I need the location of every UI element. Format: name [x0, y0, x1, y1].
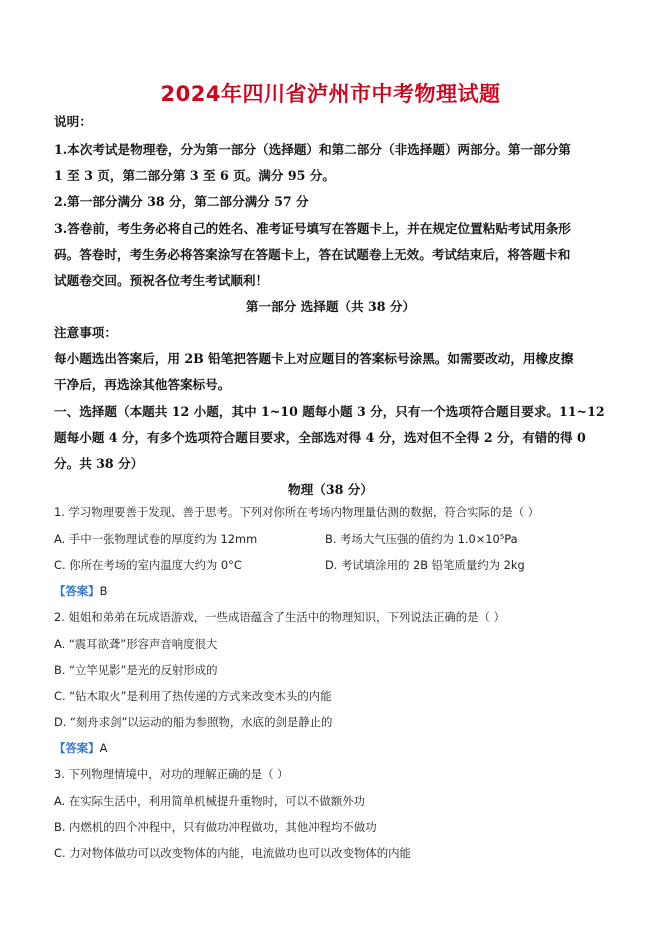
question-1-option-a: A. 手中一张物理试卷的厚度约为 12mm: [54, 532, 258, 546]
question-1-option-d: D. 考试填涂用的 2B 铅笔质量约为 2kg: [325, 558, 525, 572]
question-3-option-c: C. 力对物体做功可以改变物体的内能，电流做功也可以改变物体的内能: [54, 846, 411, 860]
intro-heading: 说明：: [54, 114, 92, 129]
intro-line-1: 1.本次考试是物理卷，分为第一部分（选择题）和第二部分（非选择题）两部分。第一部分第: [54, 142, 571, 157]
section-line-3: 分。共 38 分）: [54, 456, 144, 471]
question-2-option-a: A. “震耳欲聋”形容声音响度很大: [54, 637, 218, 651]
notice-line-2: 干净后，再选涂其他答案标号。: [54, 377, 231, 392]
answer-tag: 【答案】: [54, 741, 100, 755]
exam-title: 2024年四川省泸州市中考物理试题: [160, 82, 501, 106]
notice-line-1: 每小题选出答案后，用 2B 铅笔把答题卡上对应题目的答案标号涂黑。如需要改动，用橡皮擦: [54, 351, 574, 366]
question-1-stem: 1. 学习物理要善于发现、善于思考。下列对你所在考场内物理量估测的数据，符合实际的是（ ）: [54, 505, 540, 519]
question-1-answer: [54, 583, 107, 599]
question-2-option-b: B. “立竿见影”是光的反射形成的: [54, 663, 218, 677]
question-3-option-b: B. 内燃机的四个冲程中，只有做功冲程做功，其他冲程均不做功: [54, 820, 377, 834]
answer-value: A: [99, 741, 108, 755]
answer-tag: 【答案】: [54, 584, 100, 598]
question-3-stem: 3. 下列物理情境中，对功的理解正确的是（ ）: [54, 767, 289, 781]
question-2-option-d: D. “刻舟求剑”以运动的船为参照物，水底的剑是静止的: [54, 715, 333, 729]
intro-line-4: 3.答卷前，考生务必将自己的姓名、准考证号填写在答题卡上，并在规定位置粘贴考试用条形: [54, 221, 571, 236]
intro-line-3: 2.第一部分满分 38 分，第二部分满分 57 分: [54, 194, 309, 209]
section-line-1: 一、选择题（本题共 12 小题，其中 1~10 题每小题 3 分，只有一个选项符合题目要求。11~12: [54, 404, 605, 419]
notice-heading: 注意事项：: [54, 325, 117, 340]
question-3-option-a: A. 在实际生活中，利用简单机械提升重物时，可以不做额外功: [54, 794, 365, 808]
question-1-option-c: C. 你所在考场的室内温度大约为 0°C: [54, 558, 242, 572]
answer-value: B: [99, 584, 108, 598]
question-2-option-c: C. “钻木取火”是利用了热传递的方式来改变木头的内能: [54, 689, 332, 703]
section-line-2: 题每小题 4 分，有多个选项符合题目要求，全部选对得 4 分，选对但不全得 2 分，有错的得 0: [54, 430, 586, 445]
question-2-answer: [54, 740, 107, 756]
part1-heading: 第一部分 选择题（共 38 分）: [245, 299, 416, 314]
intro-line-5: 码。答卷时，考生务必将答案涂写在答题卡上，答在试题卷上无效。考试结束后，将答题卡和: [54, 247, 571, 262]
physics-subheading: 物理（38 分）: [288, 482, 373, 497]
question-2-stem: 2. 姐姐和弟弟在玩成语游戏，一些成语蕴含了生活中的物理知识，下列说法正确的是（ ）: [54, 610, 505, 624]
intro-line-2: 1 至 3 页，第二部分第 3 至 6 页。满分 95 分。: [54, 168, 335, 183]
intro-line-6: 试题卷交回。预祝各位考生考试顺利！: [54, 273, 269, 288]
question-1-option-b: B. 考场大气压强的值约为 1.0×10⁵Pa: [325, 532, 518, 546]
